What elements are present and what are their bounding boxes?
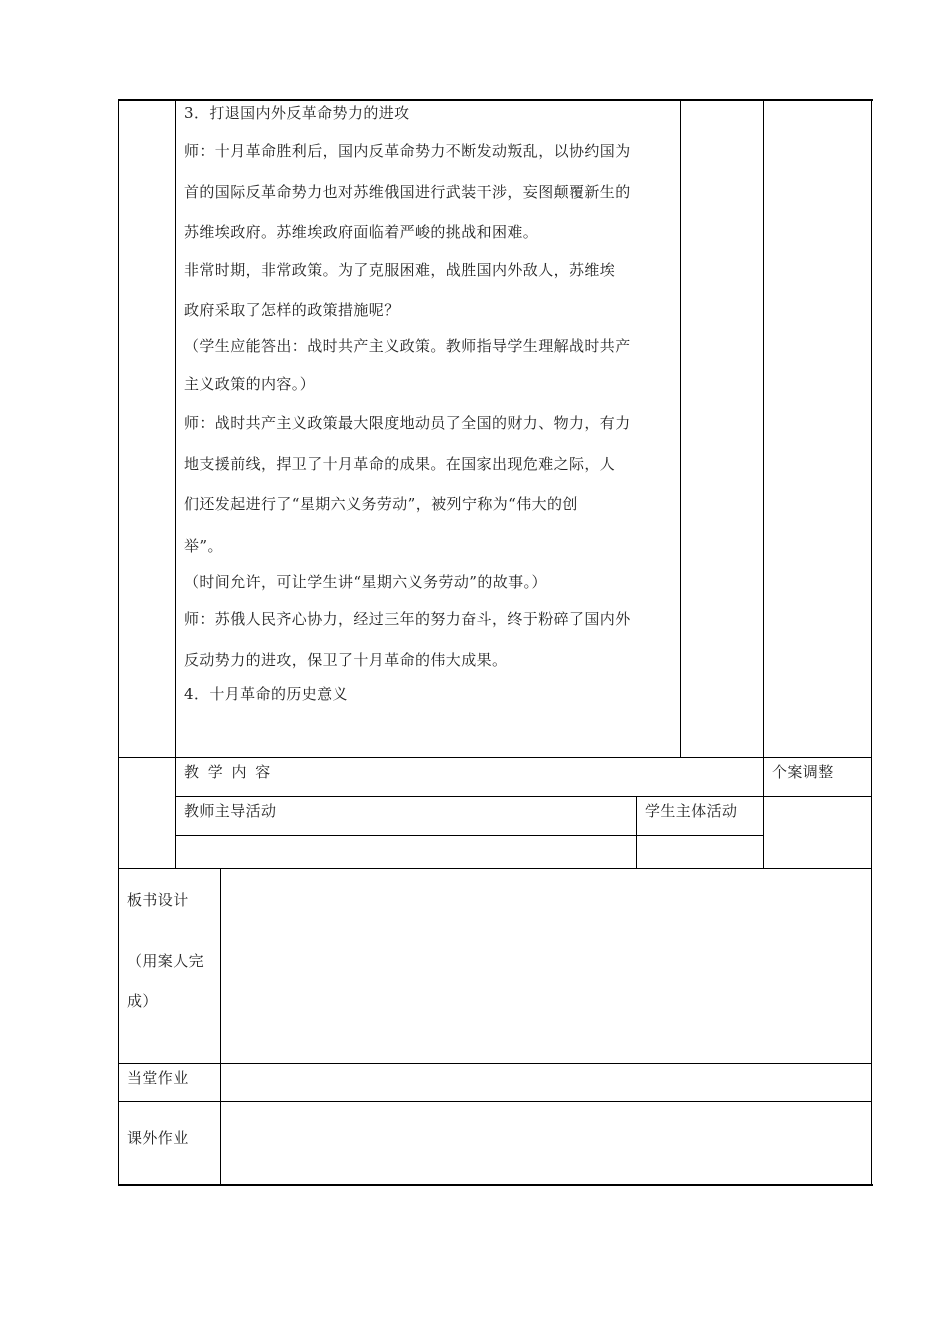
paragraph-line: 非常时期，非常政策。为了克服困难，战胜国内外敌人，苏维埃 bbox=[184, 261, 616, 279]
blank-row-rule bbox=[175, 835, 764, 836]
board-top-rule bbox=[118, 868, 872, 869]
table-bottom-border bbox=[118, 1184, 873, 1186]
paragraph-line: （时间允许，可让学生讲“星期六义务劳动”的故事。） bbox=[184, 573, 547, 591]
homework-top-rule bbox=[118, 1101, 872, 1102]
paragraph-line: 苏维埃政府。苏维埃政府面临着严峻的挑战和困难。 bbox=[184, 223, 539, 241]
paragraph-line: 首的国际反革命势力也对苏维俄国进行武装干涉，妄图颠覆新生的 bbox=[184, 183, 631, 201]
left-border-upper bbox=[118, 99, 119, 868]
section-heading-4: 4．十月革命的历史意义 bbox=[184, 685, 348, 703]
right-border bbox=[871, 99, 872, 1185]
content-bottom-rule bbox=[118, 757, 872, 758]
section-heading-3: 3．打退国内外反革命势力的进攻 bbox=[184, 104, 410, 122]
teaching-content-label: 教 学 内 容 bbox=[184, 763, 273, 781]
paragraph-line: 举”。 bbox=[184, 537, 223, 555]
board-design-note: 成） bbox=[127, 992, 158, 1010]
case-adjustment-label: 个案调整 bbox=[772, 763, 834, 781]
student-col-border-mid bbox=[636, 796, 637, 868]
board-design-note: （用案人完 bbox=[127, 952, 205, 970]
label-col-border bbox=[220, 868, 221, 1185]
paragraph-line: 地支援前线，捍卫了十月革命的成果。在国家出现危难之际，人 bbox=[184, 455, 616, 473]
paragraph-line: 们还发起进行了“星期六义务劳动”，被列宁称为“伟大的创 bbox=[184, 495, 578, 513]
paragraph-line: 主义政策的内容。） bbox=[184, 375, 316, 393]
paragraph-line: 反动势力的进攻，保卫了十月革命的伟大成果。 bbox=[184, 651, 508, 669]
student-col-border-top bbox=[680, 99, 681, 758]
paragraph-line: 师：战时共产主义政策最大限度地动员了全国的财力、物力，有力 bbox=[184, 414, 631, 432]
paragraph-line: 师：十月革命胜利后，国内反革命势力不断发动叛乱，以协约国为 bbox=[184, 142, 631, 160]
paragraph-line: 师：苏俄人民齐心协力，经过三年的努力奋斗，终于粉碎了国内外 bbox=[184, 610, 631, 628]
teacher-activity-label: 教师主导活动 bbox=[184, 802, 277, 820]
paragraph-line: （学生应能答出：战时共产主义政策。教师指导学生理解战时共产 bbox=[184, 337, 631, 355]
table-top-border bbox=[118, 99, 873, 101]
board-design-label: 板书设计 bbox=[127, 891, 189, 909]
content-left-border bbox=[175, 99, 176, 868]
student-activity-label: 学生主体活动 bbox=[645, 802, 738, 820]
paragraph-line: 政府采取了怎样的政策措施呢？ bbox=[184, 301, 400, 319]
left-border-lower bbox=[118, 868, 119, 1185]
adjust-col-border bbox=[763, 99, 764, 868]
homework-label: 课外作业 bbox=[127, 1129, 189, 1147]
classwork-top-rule bbox=[118, 1063, 872, 1064]
header-sub-rule bbox=[175, 796, 872, 797]
classwork-label: 当堂作业 bbox=[127, 1069, 189, 1087]
